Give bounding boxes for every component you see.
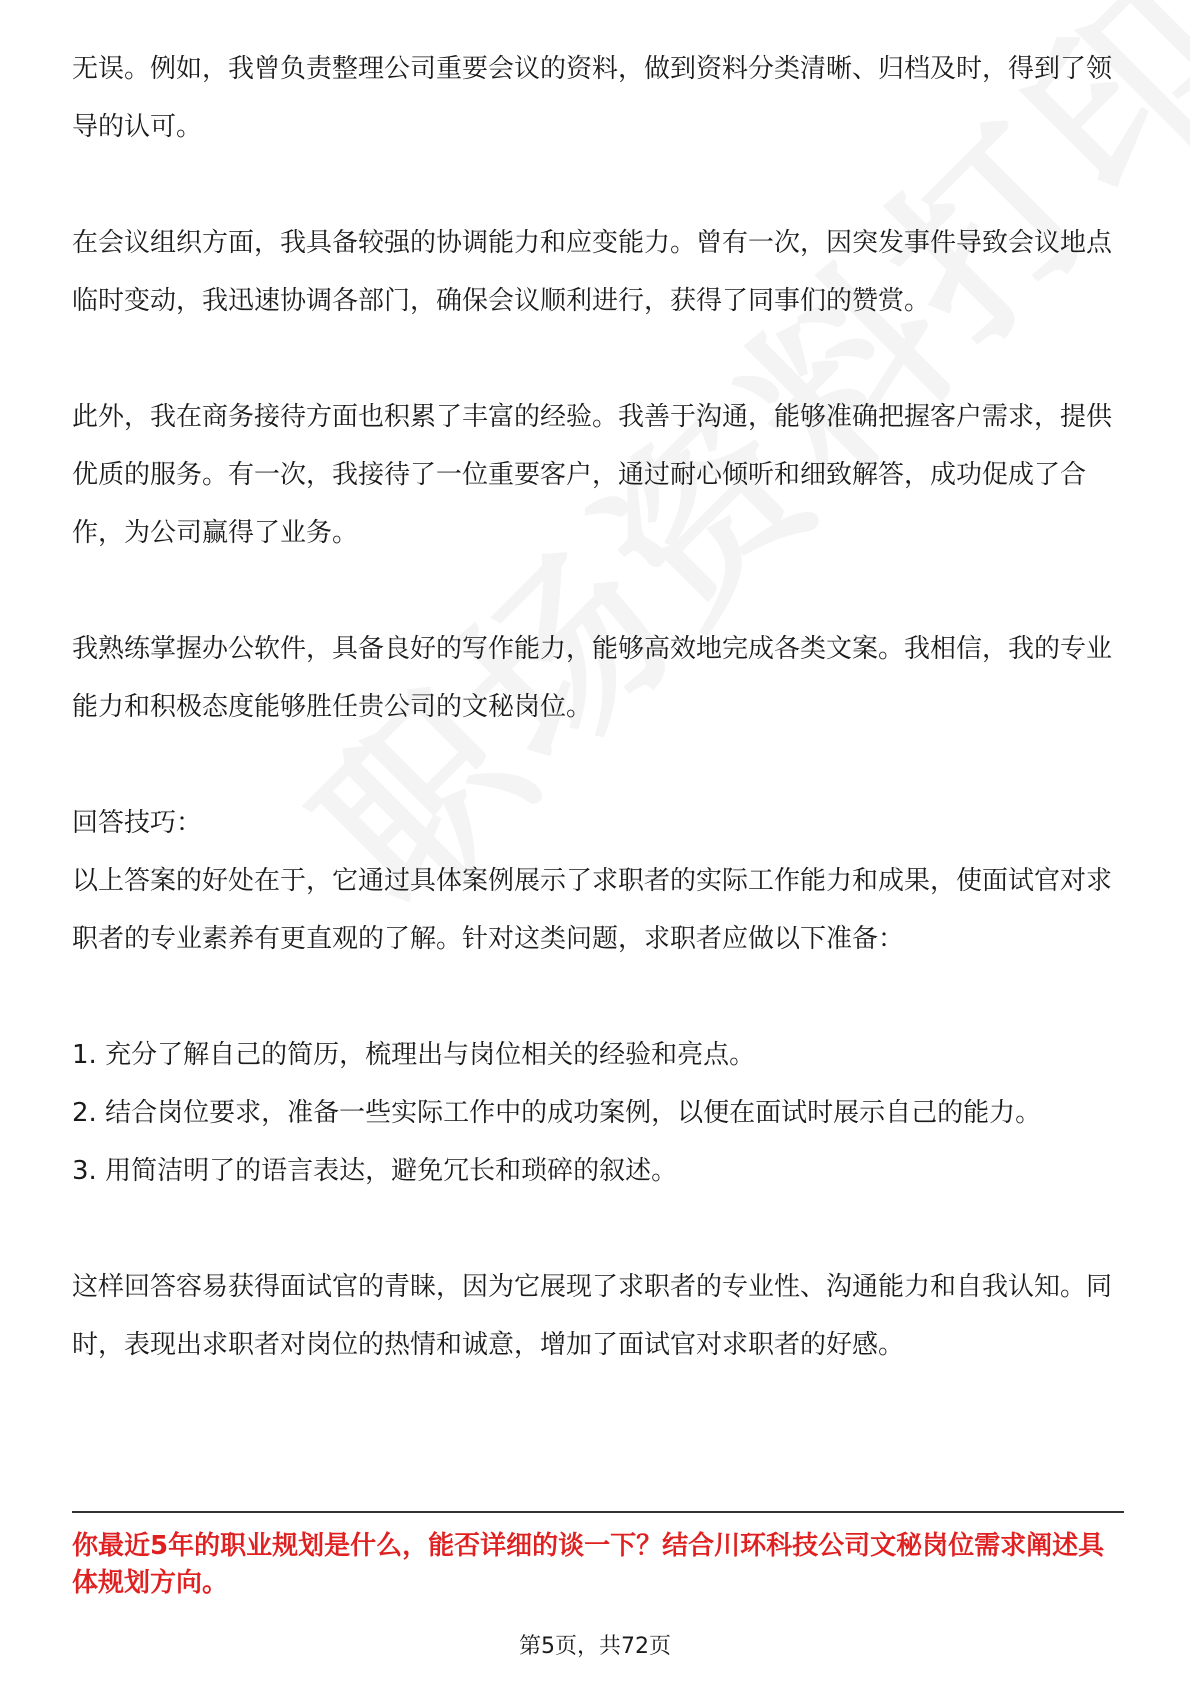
tips-body: 以上答案的好处在于，它通过具体案例展示了求职者的实际工作能力和成果，使面试官对求职者的专业素养有更直观的了解。针对这类问题，求职者应做以下准备：	[72, 866, 1113, 954]
list-item: 2. 结合岗位要求，准备一些实际工作中的成功案例，以便在面试时展示自己的能力。	[72, 1098, 1042, 1128]
paragraph-gap	[72, 156, 1122, 214]
section-divider	[72, 1511, 1124, 1513]
answer-body	[72, 40, 1122, 1374]
next-question: 你最近5年的职业规划是什么，能否详细的谈一下？结合川环科技公司文秘岗位需求阐述具体规划方向。	[72, 1531, 1105, 1598]
list-item: 3. 用简洁明了的语言表达，避免冗长和琐碎的叙述。	[72, 1156, 678, 1186]
page-number: 第5页，共72页	[519, 1634, 671, 1659]
list-item: 1. 充分了解自己的简历，梳理出与岗位相关的经验和亮点。	[72, 1040, 756, 1070]
paragraph-meeting-organization: 在会议组织方面，我具备较强的协调能力和应变能力。曾有一次，因突发事件导致会议地点临时变动，我迅速协调各部门，确保会议顺利进行，获得了同事们的赞赏。	[72, 228, 1113, 316]
paragraph-business-reception: 此外，我在商务接待方面也积累了丰富的经验。我善于沟通，能够准确把握客户需求，提供优质的服务。有一次，我接待了一位重要客户，通过耐心倾听和细致解答，成功促成了合作，为公司赢得了业务。	[72, 402, 1113, 548]
tips-heading: 回答技巧：	[72, 808, 203, 838]
paragraph-office-skills: 我熟练掌握办公软件，具备良好的写作能力，能够高效地完成各类文案。我相信，我的专业能力和积极态度能够胜任贵公司的文秘岗位。	[72, 634, 1113, 722]
paragraph-gap	[72, 562, 1122, 620]
paragraph-gap	[72, 1200, 1122, 1258]
paragraph-gap	[72, 330, 1122, 388]
paragraph-gap	[72, 736, 1122, 794]
paragraph-materials: 无误。例如，我曾负责整理公司重要会议的资料，做到资料分类清晰、归档及时，得到了领导的认可。	[72, 54, 1113, 142]
paragraph-conclusion: 这样回答容易获得面试官的青睐，因为它展现了求职者的专业性、沟通能力和自我认知。同时，表现出求职者对岗位的热情和诚意，增加了面试官对求职者的好感。	[72, 1272, 1113, 1360]
paragraph-gap	[72, 968, 1122, 1026]
